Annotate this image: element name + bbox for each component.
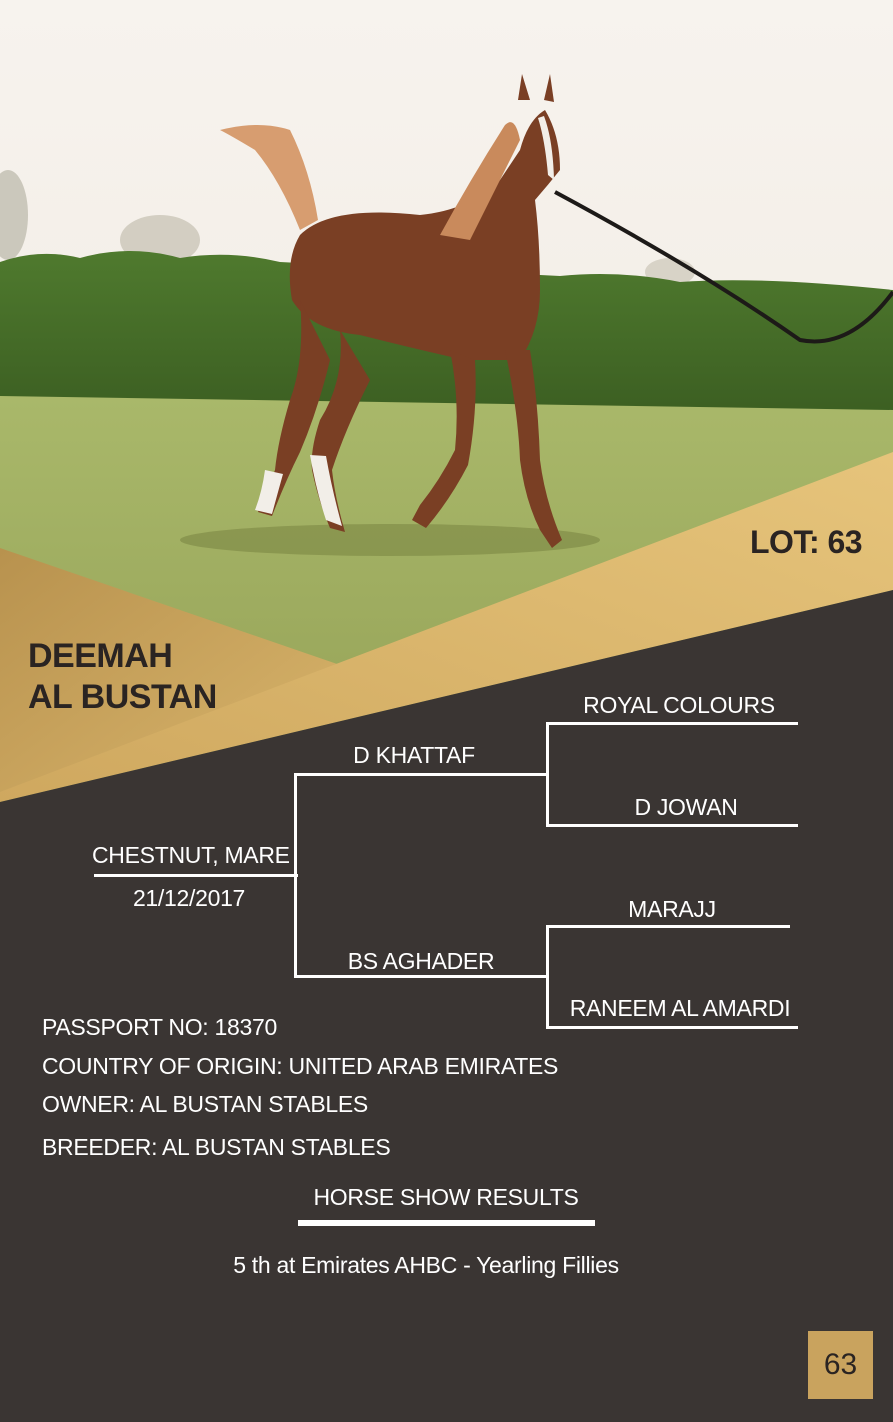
- sire-name: D KHATTAF: [353, 742, 475, 768]
- line-sire-sire: [546, 722, 798, 725]
- country-of-origin: COUNTRY OF ORIGIN: UNITED ARAB EMIRATES: [42, 1053, 559, 1079]
- line-dam: [294, 975, 548, 978]
- results-heading: HORSE SHOW RESULTS: [313, 1184, 579, 1210]
- horse-dob: 21/12/2017: [132, 885, 246, 911]
- horse-name-line2: AL BUSTAN: [28, 678, 217, 716]
- page-number: 63: [808, 1331, 873, 1399]
- result-item: 5 th at Emirates AHBC - Yearling Fillies: [233, 1252, 619, 1278]
- dam-name: BS AGHADER: [347, 948, 495, 974]
- breeder: BREEDER: AL BUSTAN STABLES: [42, 1134, 391, 1160]
- dam-dam-name: RANEEM AL AMARDI: [569, 995, 791, 1021]
- line-gen1-vertical: [294, 773, 297, 978]
- owner: OWNER: AL BUSTAN STABLES: [42, 1091, 368, 1117]
- lot-label: LOT: 63: [750, 524, 863, 560]
- line-dam-dam: [546, 1026, 798, 1029]
- horse-color-sex: CHESTNUT, MARE: [92, 842, 290, 868]
- line-dam-vertical: [546, 925, 549, 1029]
- sire-dam-name: D JOWAN: [634, 794, 738, 820]
- line-dam-sire: [546, 925, 790, 928]
- dam-sire-name: MARAJJ: [628, 896, 716, 922]
- line-sire-vertical: [546, 722, 549, 827]
- sire-sire-name: ROYAL COLOURS: [583, 692, 775, 718]
- line-horse: [94, 874, 298, 877]
- results-underline: [298, 1220, 595, 1226]
- line-sire: [294, 773, 548, 776]
- line-sire-dam: [546, 824, 798, 827]
- passport-number: PASSPORT NO: 18370: [42, 1014, 277, 1040]
- horse-name-line1: DEEMAH: [28, 637, 173, 675]
